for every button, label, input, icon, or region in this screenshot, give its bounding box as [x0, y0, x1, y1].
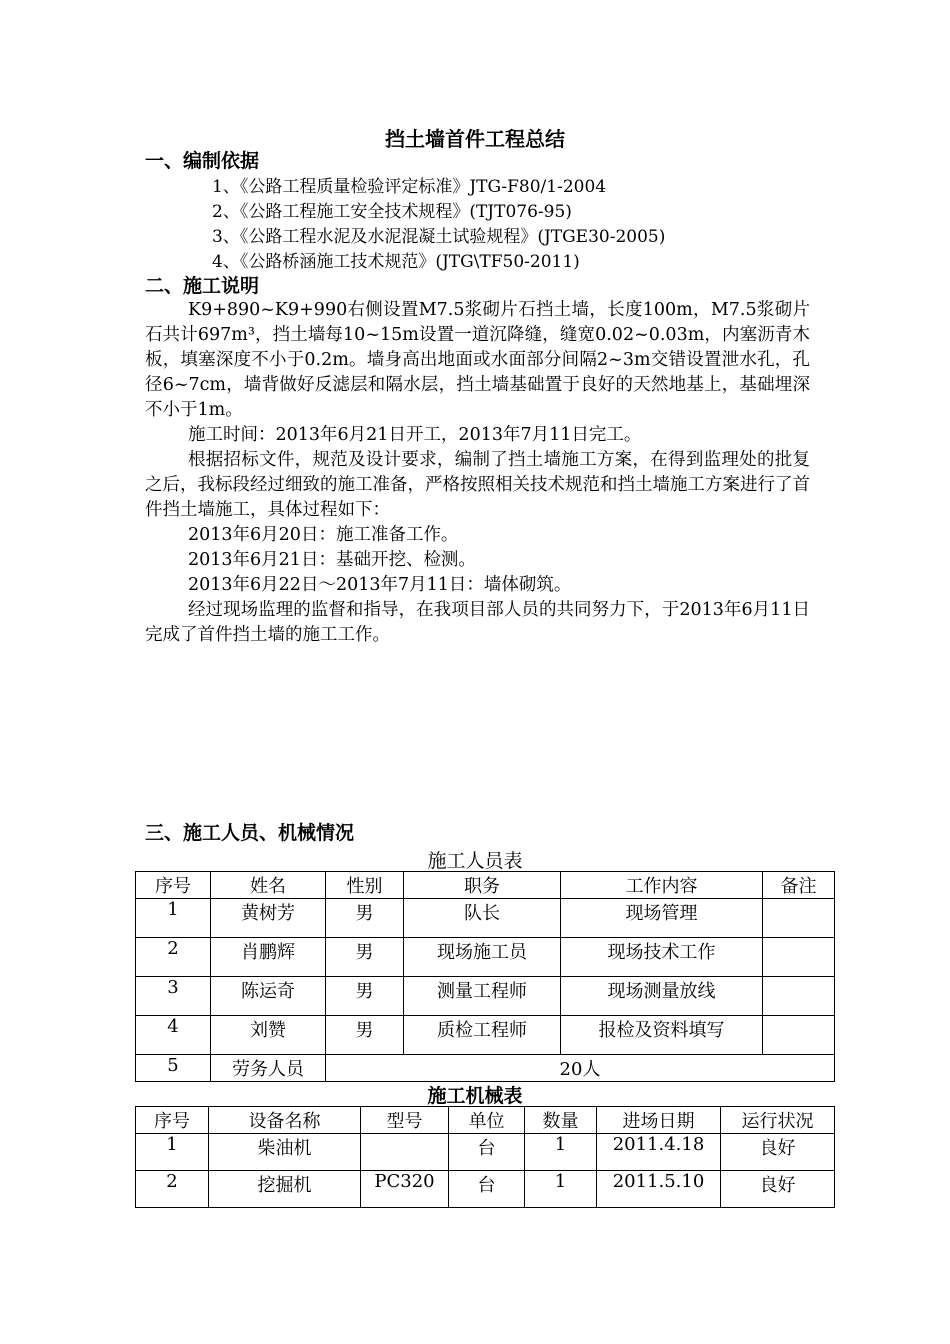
paragraph: 2013年6月21日：基础开挖、检测。 — [188, 550, 476, 570]
column-header: 工作内容 — [561, 872, 763, 899]
table-cell: 2 — [136, 938, 211, 977]
table-cell — [763, 1016, 835, 1055]
table-cell — [763, 977, 835, 1016]
paragraph: K9+890~K9+990右侧设置M7.5浆砌片石挡土墙，长度100m，M7.5浆砌片石共计697m³，挡土墙每10~15m设置一道沉降缝，缝宽0.02~0.03m，内塞沥青木板，填塞深度不小于0.2m。墙身高出地面或水面部分间隔2~3m交错设置泄水孔，孔径6~7cm，墙背做好反滤层和隔水层，挡土墙基础置于良好的天然地基上，基础埋深不小于1m。 — [145, 300, 810, 420]
table-cell: 柴油机 — [209, 1134, 361, 1171]
paragraph: 施工时间：2013年6月21日开工，2013年7月11日完工。 — [188, 425, 642, 445]
paragraph: 经过现场监理的监督和指导，在我项目部人员的共同努力下，于2013年6月11日完成了首件挡土墙的施工工作。 — [145, 600, 810, 645]
column-header: 运行状况 — [721, 1107, 835, 1134]
reference-item: 2、《公路工程施工安全技术规程》(TJT076-95) — [212, 202, 572, 222]
table-cell: 2 — [136, 1171, 209, 1208]
table-cell: 现场施工员 — [404, 938, 561, 977]
table-cell: 现场测量放线 — [561, 977, 763, 1016]
construction-description — [145, 298, 810, 648]
column-header: 进场日期 — [597, 1107, 721, 1134]
table-cell: 男 — [326, 977, 404, 1016]
table-cell: 1 — [525, 1134, 597, 1171]
table-cell: 肖鹏辉 — [211, 938, 326, 977]
table-cell: 台 — [449, 1171, 525, 1208]
table-cell: 4 — [136, 1016, 211, 1055]
table-cell: 现场管理 — [561, 899, 763, 938]
table-cell: 1 — [136, 1134, 209, 1171]
document-title: 挡土墙首件工程总结 — [385, 127, 565, 151]
table-cell: 男 — [326, 938, 404, 977]
table-cell: 2011.5.10 — [597, 1171, 721, 1208]
column-header: 性别 — [326, 872, 404, 899]
table-cell: 良好 — [721, 1171, 835, 1208]
column-header: 数量 — [525, 1107, 597, 1134]
table-header-row — [136, 872, 835, 899]
staff-table — [135, 871, 835, 1082]
table-header-row — [136, 1107, 835, 1134]
column-header: 单位 — [449, 1107, 525, 1134]
table-cell: 5 — [136, 1055, 211, 1082]
section-heading-basis: 一、编制依据 — [145, 150, 260, 172]
column-header: 备注 — [763, 872, 835, 899]
table-row — [136, 899, 835, 938]
table-cell: 2011.4.18 — [597, 1134, 721, 1171]
machine-table-caption: 施工机械表 — [427, 1085, 523, 1107]
table-row — [136, 1016, 835, 1055]
column-header: 序号 — [136, 1107, 209, 1134]
table-cell: 队长 — [404, 899, 561, 938]
table-row — [136, 1055, 835, 1082]
table-cell: 1 — [136, 899, 211, 938]
table-cell: 劳务人员 — [211, 1055, 326, 1082]
table-cell: 测量工程师 — [404, 977, 561, 1016]
table-cell: 黄树芳 — [211, 899, 326, 938]
reference-item: 1、《公路工程质量检验评定标准》JTG-F80/1-2004 — [212, 177, 607, 197]
table-cell: PC320 — [361, 1171, 449, 1208]
table-cell: 刘赞 — [211, 1016, 326, 1055]
reference-item: 3、《公路工程水泥及水泥混凝土试验规程》(JTGE30-2005) — [212, 227, 666, 247]
table-row — [136, 977, 835, 1016]
table-cell: 20人 — [326, 1055, 835, 1082]
table-cell: 良好 — [721, 1134, 835, 1171]
reference-item: 4、《公路桥涵施工技术规范》(JTG\TF50-2011) — [212, 252, 580, 272]
table-cell — [763, 899, 835, 938]
table-cell: 报检及资料填写 — [561, 1016, 763, 1055]
table-cell: 现场技术工作 — [561, 938, 763, 977]
table-row — [136, 1171, 835, 1208]
table-row — [136, 1134, 835, 1171]
table-cell: 台 — [449, 1134, 525, 1171]
paragraph: 2013年6月22日～2013年7月11日：墙体砌筑。 — [188, 575, 572, 595]
column-header: 型号 — [361, 1107, 449, 1134]
column-header: 设备名称 — [209, 1107, 361, 1134]
column-header: 姓名 — [211, 872, 326, 899]
table-cell: 质检工程师 — [404, 1016, 561, 1055]
table-cell: 3 — [136, 977, 211, 1016]
paragraph: 2013年6月20日：施工准备工作。 — [188, 525, 459, 545]
table-cell: 男 — [326, 1016, 404, 1055]
section-heading-personnel: 三、施工人员、机械情况 — [145, 822, 355, 844]
table-cell: 挖掘机 — [209, 1171, 361, 1208]
table-cell: 陈运奇 — [211, 977, 326, 1016]
paragraph: 根据招标文件，规范及设计要求，编制了挡土墙施工方案，在得到监理处的批复之后，我标段经过细致的施工准备，严格按照相关技术规范和挡土墙施工方案进行了首件挡土墙施工，具体过程如下： — [145, 450, 810, 520]
table-row — [136, 938, 835, 977]
table-cell: 1 — [525, 1171, 597, 1208]
table-cell: 男 — [326, 899, 404, 938]
table-cell — [361, 1134, 449, 1171]
machine-table — [135, 1106, 835, 1208]
column-header: 序号 — [136, 872, 211, 899]
table-cell — [763, 938, 835, 977]
section-heading-construction: 二、施工说明 — [145, 275, 260, 297]
staff-table-caption: 施工人员表 — [427, 850, 523, 872]
column-header: 职务 — [404, 872, 561, 899]
